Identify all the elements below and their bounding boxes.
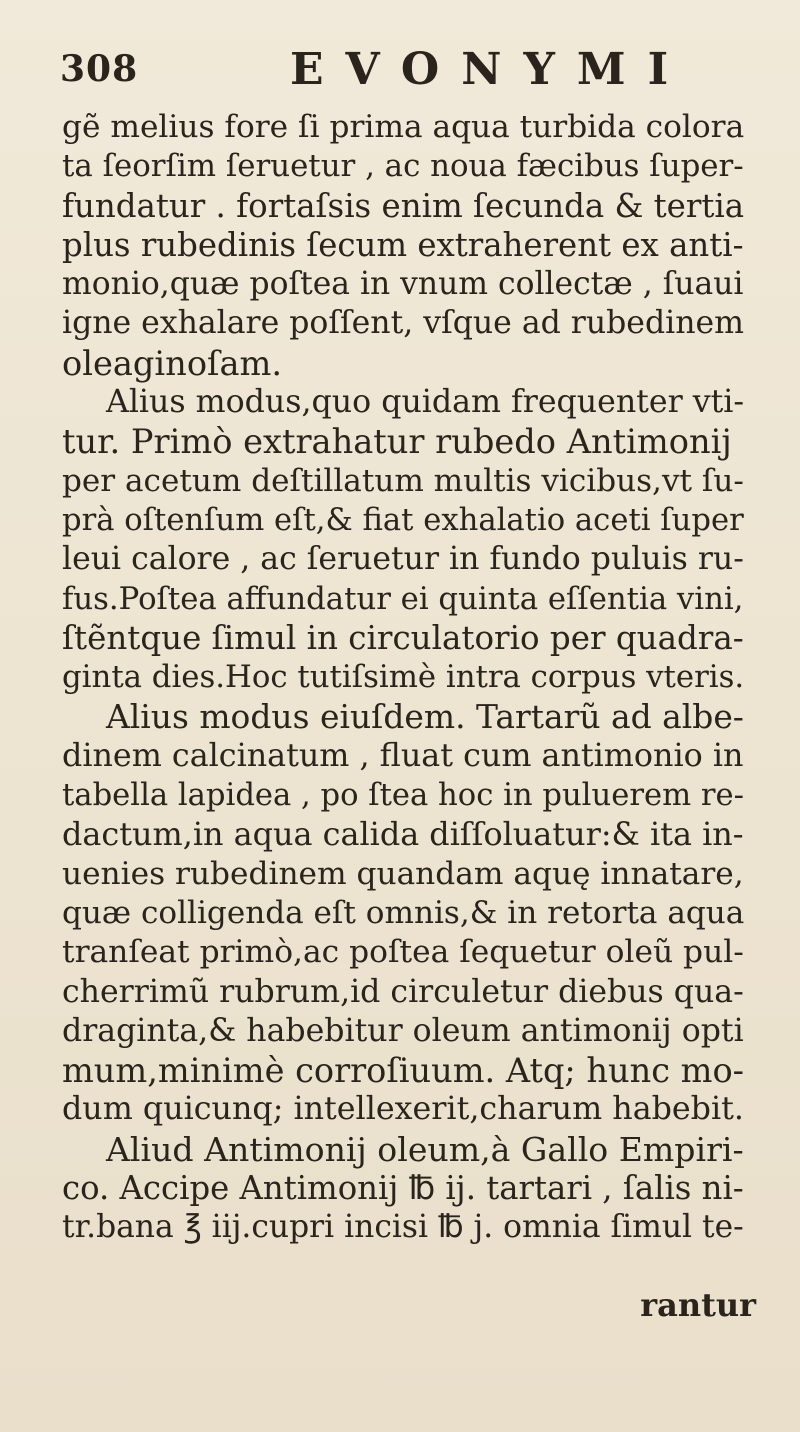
text-line: tranſeat primò,ac poſtea ſequetur oleũ pul- [62, 934, 744, 971]
text-line: tr.bana ℥ iij.cupri incisi ℔ j. omnia ſimul te- [62, 1209, 744, 1246]
catchword: rantur [640, 1286, 756, 1324]
page-header [60, 44, 760, 104]
text-line: monio,quæ poſtea in vnum collectæ , ſuaui [62, 266, 744, 303]
text-line: ginta dies.Hoc tutiſsimè intra corpus vteris. [62, 659, 745, 696]
text-line: dinem calcinatum , fluat cum antimonio in [62, 737, 744, 774]
text-line: prà oſtenſum eſt,& fiat exhalatio aceti ſuper [62, 502, 744, 538]
text-line: ſtẽntque ſimul in circulatorio per quadra- [62, 618, 744, 657]
page-number: 308 [60, 48, 139, 90]
text-line: Alius modus eiuſdem. Tartarũ ad albe- [106, 697, 744, 737]
text-line: co. Accipe Antimonij ℔ ij. tartari , ſalis ni- [62, 1169, 744, 1208]
text-line: dum quicunq; intellexerit,charum habebit. [62, 1091, 744, 1128]
text-line: mum,minimè corroſiuum. Atq; hunc mo- [62, 1051, 745, 1091]
text-line: ta ſeorſim ſeruetur , ac noua fæcibus ſuper- [62, 148, 744, 185]
text-line: dactum,in aqua calida diſſoluatur:& ita in- [62, 815, 744, 854]
text-line: plus rubedinis ſecum extraherent ex anti- [62, 225, 744, 264]
text-line: quæ colligenda eſt omnis,& in retorta aqua [62, 894, 745, 931]
text-line: Alius modus,quo quidam frequenter vti- [106, 384, 745, 421]
text-line: tabella lapidea , po ſtea hoc in puluerem re- [62, 778, 744, 814]
text-line: Aliud Antimonij oleum,à Gallo Empiri- [106, 1129, 744, 1169]
body-text [62, 108, 752, 1248]
text-line: draginta,& habebitur oleum antimonij opti [62, 1012, 744, 1049]
text-line: gẽ melius fore ſi prima aqua turbida colora [62, 109, 745, 145]
text-line: leui calore , ac ſeruetur in fundo puluis ru- [62, 541, 744, 578]
text-line: fus.Poſtea affundatur ei quinta eſſentia vini, [62, 580, 744, 617]
text-line: uenies rubedinem quandam aquę innatare, [62, 855, 744, 892]
text-line: fundatur . fortaſsis enim ſecunda & tertia [62, 186, 745, 225]
running-head: EVONYMI [290, 44, 691, 95]
text-line: cherrimũ rubrum,id circuletur diebus qua- [62, 973, 744, 1010]
text-line: tur. Primò extrahatur rubedo Antimonij [62, 422, 732, 462]
text-line: igne exhalare poſſent, vſque ad rubedinem [62, 305, 744, 342]
text-line: oleaginoſam. [62, 343, 283, 383]
text-line: per acetum deſtillatum multis vicibus,vt ſu- [62, 462, 744, 499]
